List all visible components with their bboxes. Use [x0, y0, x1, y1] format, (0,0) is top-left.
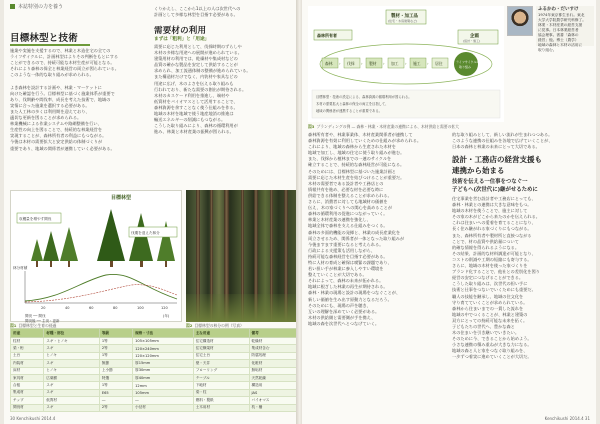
table-cell: ― [99, 397, 132, 404]
text-line: このような連携の仕組みを各地で広げていくことが、 [452, 138, 553, 144]
text-line: コストの削減や工期の短縮にも寄与する。 [452, 256, 532, 262]
table-cell: 土木用材 [193, 404, 249, 411]
growth-box-2-label: 伐期を迎えた林分 [131, 231, 160, 235]
text-line: 森林の循環利用の促進につながっていく。 [308, 211, 388, 217]
chain-arrow-icon: › [427, 61, 429, 66]
text-line: 地域全体で森林を支える仕組みをつくる。 [308, 223, 388, 229]
text-line: 地域で加工し、地域の住宅に使う取り組みが進む。 [308, 150, 405, 156]
text-line: くりかえし、ここから1以上の人は次世代への [154, 6, 241, 11]
table-cell: 化粧材 [249, 360, 297, 367]
growth-x-tick: 60 [89, 306, 94, 310]
growth-x-ticks [41, 306, 168, 310]
text-line: 新しい価値を生み出す原動力となるだろう。 [308, 296, 392, 302]
text-line: 的確な情報を得られるようになる。 [452, 244, 520, 250]
author-portrait [507, 6, 533, 36]
body-text-col2 [154, 44, 294, 135]
text-line: こうした取り組みにより、森林の循環利用が [154, 123, 238, 129]
body-text-col2-top [154, 6, 294, 18]
table-cell: 無垢材 [249, 367, 297, 374]
chain-node-label: 伐採 [347, 61, 355, 66]
table-cell: 家具材 [11, 374, 44, 381]
table-row [11, 360, 298, 367]
text-line: よき森林を設計する計画や、林業・マーケットに [10, 84, 102, 90]
flow-left-node: 森林所有者 [317, 33, 337, 38]
text-line: 木材の多様な用途への展開が進められている。 [154, 50, 242, 56]
table-cell: 上小節 [99, 367, 132, 374]
table-cell: 120×120mm [133, 352, 194, 359]
table-cell: 1等 [99, 338, 132, 345]
text-line: 木材のカスケード利用を推進し、端材や [154, 92, 230, 98]
table-cell: 1等 [99, 352, 132, 359]
text-line: 地域に根ざした林業の再生が期待される。 [308, 284, 388, 290]
lifecycle-diagram [308, 6, 504, 122]
text-line: ことができるので、持続可能な木材生産が可能となる。 [10, 60, 115, 66]
text-line: そのためにも、現場の声を聴き、 [308, 302, 371, 308]
text-line: 地域の木材を使うことで、施主に対して [452, 208, 528, 214]
table-row [11, 352, 298, 359]
text-line: ライフサイクルに、計画林型はよりその判断をもとにする [10, 54, 119, 60]
flow-top-label: 製材・加工品 [391, 14, 418, 19]
text-line: 行政による支援策も活用しながら、 [308, 247, 376, 253]
folio-right: Kenchikushi 2014.4 31 [544, 416, 590, 421]
author-bio-line: 取り組む。 [538, 48, 557, 52]
table-cell: 無節 [99, 360, 132, 367]
text-line: このような一体的な取り組みが求められる。 [10, 72, 94, 78]
text-line: 森林・林業の現場と設計の現場をつなぐことが、 [308, 290, 401, 296]
table-cell: フローリング [193, 367, 249, 374]
author-bio-line: 協会理事。著書「森林の [538, 33, 579, 37]
text-line: 地域の森を次世代へとつなげていく。 [308, 320, 380, 326]
text-line: 実現することが、森林所有者の利益にもつながる。 [10, 133, 107, 139]
table-cell: 住宅構造材 [193, 338, 249, 345]
table-cell: 厚15mm [133, 360, 194, 367]
table-cell: 住宅土台 [193, 352, 249, 359]
text-line: 計画として多様な林型を目指す必要がある。 [154, 12, 238, 18]
lifecycle-chain [322, 58, 448, 68]
text-line: 森林資源を有効に利用していくための仕組みが求められる。 [308, 138, 422, 144]
table-cell: 内装材 [11, 360, 44, 367]
chain-arrow-icon: › [361, 61, 363, 66]
text-line: あり、伐期齢や間伐率、成長を考えた技術で、地域の [10, 96, 111, 102]
table-cell: スギ [44, 382, 100, 389]
text-line: そのためには、目標林型に基づいた施業計画と [308, 168, 396, 174]
text-line: 森林所有者や、林業事業体、木材産業関係者が連携して [308, 132, 413, 137]
fig3-caption: 図3 ブランディングの例 — 森林・林業・木材産業の連携による、木材供給と需要の拡大 [308, 124, 459, 129]
text-line: 低質材をバイオマスとして活用することで、 [154, 98, 238, 104]
table-row [11, 367, 298, 374]
text-line: 品質の確かな製品を安定して供給することが [154, 62, 238, 68]
table-header: 規格・寸法 [133, 329, 194, 338]
text-line: ブランド化することで、他社との差別化を図り [452, 269, 540, 275]
text-line: 職人の技能を継承し、地域の住文化を [452, 293, 524, 299]
flow-note-3: 地域の関係者が連携することが重要である。 [316, 109, 382, 113]
text-line: また、伐採から植林までの一連のサイクルを [308, 156, 392, 162]
chain-arrow-icon: › [339, 61, 341, 66]
table-header: 等級 [99, 329, 132, 338]
table-cell: 乾燥材 [249, 338, 297, 345]
table-header: 材種・部位 [44, 329, 100, 338]
text-line: ことで、材の品質や供給量について [452, 238, 519, 244]
author-bio-line: に従事。日本林業経営者 [538, 28, 579, 32]
text-line: 地域の森と人と家をつなぐ取り組みを、 [452, 348, 528, 354]
table-cell: 12mm [133, 382, 194, 389]
text-line: 木の住まいを引き継いでいきたい。 [452, 330, 520, 336]
table-cell: 105×105mm [133, 338, 194, 345]
growth-top-label: 目標林型 [111, 195, 132, 201]
text-line: 子どもたちの世代へ、豊かな森と [452, 323, 515, 329]
table-cell: 防腐処理 [249, 352, 297, 359]
text-line: 日本の森林と林業の未来にとって大切である。 [452, 144, 540, 150]
table-cell: ― [133, 397, 194, 404]
text-line: 木材の需要者である設計者や工務店との [308, 180, 384, 186]
table-cell: E65 [99, 389, 132, 396]
table-cell: 床材 [11, 367, 44, 374]
text-line: 技術と仕事をつないでいくためにも重要だ。 [452, 287, 536, 293]
text-line: 整えていくことが大切である。 [308, 272, 367, 278]
heading-target-forest: 目標林型と技術 [10, 33, 78, 44]
right-page [302, 0, 596, 424]
table-cell: 構造用 [249, 382, 297, 389]
growth-diagram-svg [11, 191, 183, 323]
author-bio-line: 経営」他。博士（農学） [538, 38, 579, 42]
author-bio-line: 地域の森林と木材の活用に [538, 43, 583, 47]
text-line: その結果、計画的な材料調達が可能となり、 [452, 250, 536, 256]
heading-design-support-2: 連携から始まる [452, 166, 505, 175]
chain-node-label: 森林 [325, 61, 333, 66]
growth-curve-2 [25, 285, 177, 302]
text-line: 木材の供給側と需要側が手を携え、 [308, 314, 376, 320]
table-cell: 2等 [99, 404, 132, 411]
table-cell: 厚30mm [133, 367, 194, 374]
growth-box-1-label: 収穫量を増やす間伐 [19, 217, 52, 221]
chain-node-label: 加工 [391, 61, 399, 66]
table-cell: 梁・柱 [193, 389, 249, 396]
text-line: 建築用材の利用では、乾燥材や集成材などの [154, 56, 238, 62]
table-cell: スギ・ヒノキ [44, 338, 100, 345]
text-line: 小さな連携の積み重ねが大きな力になる。 [452, 342, 532, 348]
table-cell: 天然乾燥 [249, 374, 297, 381]
text-line: 若い担い手が林業に参入しやすい環境を [308, 266, 384, 272]
text-line: また、森林所有者や製材所と直接つながる [452, 232, 532, 238]
growth-bottom-2: 間伐後 ── 主伐・更新 [25, 319, 60, 323]
text-line: 経営の安定につなげることができる。 [452, 275, 524, 281]
text-line: 森林の多面的機能の発揮と、林業の成長産業化を [308, 229, 401, 235]
subheading-demand-use: まずは「粗利」と「用途」 [154, 37, 210, 42]
text-line: 一歩ずつ着実に進めていくことが大切だ。 [452, 354, 532, 360]
heading-demand-use: 需要材の利用 [154, 26, 207, 36]
table-cell: テーブル [193, 374, 249, 381]
text-line: 地域の中でつくることが、林業と建築の [452, 311, 528, 317]
text-line: 今後ますます重要になると考えられる。 [308, 241, 384, 247]
chain-node-label: 製材 [369, 61, 377, 66]
table-cell: 柱材 [11, 338, 44, 345]
body-text-right-col2 [452, 196, 592, 361]
text-line: 適切な更新を図ることが求められる。 [10, 115, 82, 121]
text-line: 輸送エネルギーの削減にもつながる。 [154, 117, 226, 123]
lifecycle-diagram-svg [308, 6, 504, 122]
table-cell: スギ [44, 404, 100, 411]
author-bio-line: 林業・木材産業の経営支援 [538, 23, 583, 27]
wood-use-table [10, 328, 298, 412]
table-cell: 集成材 [11, 389, 44, 396]
table-cell: バイオマス [249, 397, 297, 404]
table-cell: 集成材含む [249, 345, 297, 352]
table-cell: スギ [44, 345, 100, 352]
text-line: さらに、消費者に対しても地域材の価値を [308, 199, 388, 205]
table-header: 主な用途 [193, 329, 249, 338]
text-line: 確立することで、持続的な森林経営が可能になる。 [308, 162, 405, 168]
text-line: 需要に応じた木材生産を結びつけることが重要だ。 [308, 174, 405, 180]
fig2-caption: 図2 目標林型の林分の例（写真） [186, 323, 244, 328]
flow-right-node: 企画 [470, 34, 479, 39]
cycle-center-badge [454, 52, 478, 76]
growth-x-tick: 120 [161, 306, 168, 310]
text-line: その家の木がどこから来たのかを伝えられる。 [452, 214, 540, 220]
table-row [11, 389, 298, 396]
chain-node-label: 施工 [413, 61, 421, 66]
table-row [11, 397, 298, 404]
text-line: また人工林の多くは利用期を迎えており、 [10, 108, 90, 114]
flow-note-2: 木材の需要拡大と森林の保全の両立を目指して、 [316, 102, 389, 106]
text-line: 守り育てていくことが求められている。 [452, 299, 528, 305]
text-line: 重要であり、地域の関係者が連携していく必要がある。 [10, 145, 115, 151]
growth-x-unit: (年) [163, 314, 170, 318]
body-text-right-col1 [308, 132, 448, 327]
table-cell: ヒノキ [44, 352, 100, 359]
table-header: 用途 [11, 329, 44, 338]
table-cell: 低質材 [44, 397, 100, 404]
table-row [11, 374, 298, 381]
growth-bottom-1: 間伐 ── 間伐 [25, 314, 46, 318]
text-line: 両立させるため、関係者が一体となった取り組みが [308, 235, 405, 241]
text-line: 森林から住まいまでの一貫した流れを [452, 305, 524, 311]
table-cell: 2等 [99, 345, 132, 352]
text-line: 的な取り組みとして、新しい流れが生まれつつある。 [452, 132, 553, 137]
author-name: ふるかわ・だいすけ [538, 7, 579, 12]
table-cell: スギ [44, 360, 100, 367]
flow-center-label: ライフサイクルの [456, 60, 480, 64]
heading-underline [10, 44, 90, 46]
text-line: 行われており、新たな需要の創出が期待される。 [154, 86, 247, 92]
table-cell: 合板 [11, 382, 44, 389]
growth-x-tick: 100 [137, 306, 144, 310]
text-line: これにより、地域の森林から生産された木材を [308, 144, 396, 150]
table-cell: 105mm [133, 389, 194, 396]
flow-right-sub: (設計・施工) [463, 39, 481, 43]
text-line: これは住まいへの愛着を育てることになり、 [452, 220, 536, 226]
table-cell: 広葉樹 [44, 374, 100, 381]
text-line: 用途に広げ、木のよさを伝える取り組みも [154, 80, 234, 86]
flow-center-label-2: 取り組み [459, 65, 472, 69]
table-header: 備考 [249, 329, 297, 338]
text-line: 進み、林業と木材産業の振興が図られる。 [154, 129, 234, 135]
body-text-col1 [10, 48, 148, 152]
chain-node-label: 居住 [435, 61, 443, 66]
chain-arrow-icon: › [405, 61, 407, 66]
text-line: それによって、森林の未来が拓かれる。 [308, 278, 384, 284]
table-cell: スギ [44, 389, 100, 396]
growth-diagram [10, 190, 182, 322]
body-text-right-col2-top [452, 132, 592, 150]
section-tag-label: 本誌特別の力を養う [18, 4, 64, 10]
author-bio [536, 6, 594, 52]
table-cell: 120×240mm [133, 345, 194, 352]
table-row [11, 345, 298, 352]
text-line: 生産性の向上を図ることで、持続的な林業経営を [10, 127, 103, 133]
fig1-caption: 図1 目標林型と生育の経過 [10, 323, 57, 328]
table-cell: 住宅横架材 [193, 345, 249, 352]
text-line: 施業や実施を支援するので、林業と木造住宅の全ての [10, 48, 111, 53]
text-line: さらに、地域の木材を使った家づくりを [452, 263, 528, 269]
text-line: 地域の木材を地域で使う地産地消の推進は [154, 111, 234, 117]
text-line: 長く住み継がれる家づくりにもつながる。 [452, 226, 532, 232]
text-line: 林業と木材産業の連携を強化し、 [308, 217, 371, 223]
section-tag [10, 3, 63, 10]
table-cell: 梁・桁 [11, 345, 44, 352]
table-cell: 燃料・製紙 [193, 397, 249, 404]
table-cell: 特選 [99, 374, 132, 381]
table-cell: ヒノキ [44, 367, 100, 374]
text-line: 伝え、木の家づくりへの関心を高めることが [308, 205, 393, 211]
text-line: 情報共有を進め、必要な材を必要な時に [308, 186, 384, 192]
table-cell: 厚40mm [133, 374, 194, 381]
table-row [11, 404, 298, 411]
text-line: そのために今、できることから始めよう。 [452, 336, 532, 342]
text-line: 求められ、加工流通体制の整備が進められている。 [154, 68, 251, 74]
author-bio-line: 大学大学院農学研究科修了。 [538, 18, 586, 22]
table-row [11, 382, 298, 389]
table-cell: チップ [11, 397, 44, 404]
table-row [11, 338, 298, 345]
text-line: 需要に応じた利用として、伐採時期のずらしや [154, 44, 242, 49]
text-line: こうした取り組みは、次世代の担い手に [452, 281, 528, 287]
forest-photo [186, 190, 296, 322]
table-cell: 1等 [99, 382, 132, 389]
lead-line-1: 技術を伝える一住事をつなぐ一 [452, 179, 528, 185]
growth-x-tick: 20 [41, 306, 46, 310]
lead-line-2: 子どもへ(次世代に)継がせるために [452, 187, 538, 193]
table-cell: 下地材 [193, 382, 249, 389]
growth-x-tick: 40 [65, 306, 70, 310]
author-bio-line: 1974年東京都生まれ。東北 [538, 13, 585, 17]
text-line: 特に人材の育成と確保は喫緊の課題であり、 [308, 259, 392, 265]
growth-curve [25, 274, 177, 301]
text-line: 互いの理解を深めていく必要がある。 [308, 308, 380, 314]
chain-arrow-icon: › [383, 61, 385, 66]
text-line: 向けた確認を行う。目標林型に基づく施業体系が重要で [10, 90, 115, 96]
text-line: それにより森林の保全と林業経営の両立が図られている。 [10, 66, 119, 72]
folio-left: 30 Kenchikushi 2014.4 [10, 416, 56, 421]
text-line: 林業機械による作業システムや路網整備を行い、 [10, 121, 102, 127]
text-line: 森林資源を余すことなく使う仕組みを作る。 [154, 104, 238, 110]
text-line: 今後は木材の需要拡大と安定供給の体制づくりが [10, 139, 103, 145]
table-cell: 杭・柵 [249, 404, 297, 411]
text-line: また構造材だけでなく、内装材や家具などの [154, 74, 238, 80]
flow-note-1: 目標林型・技術の設定による、森林資源の循環利用が図られる。 [316, 95, 412, 99]
table-cell: 土台 [11, 352, 44, 359]
text-line: 双方にとっての持続可能な未来を拓く。 [452, 317, 528, 323]
left-page [4, 0, 298, 424]
text-line: 森林・林業との連携は大きな意味をもつ。 [452, 202, 532, 208]
heading-design-support: 設計・工務店の経営支援も [452, 155, 542, 164]
text-line: 住宅事業を営む設計者や工務店にとっても、 [452, 196, 536, 201]
table-cell: 間伐材 [11, 404, 44, 411]
section-mark-icon [10, 4, 15, 9]
text-line: 供給できる体制を整えることが求められる。 [308, 192, 392, 198]
table-cell: 壁・天井 [193, 360, 249, 367]
growth-x-tick: 80 [113, 306, 118, 310]
text-line: 持続可能な森林経営を目指す必要がある。 [308, 253, 388, 259]
table-cell: 小径材 [133, 404, 194, 411]
growth-y-label: 林分材積 [13, 266, 28, 270]
table-cell: JAS [249, 389, 297, 396]
text-line: 実情に合った施業を選択する必要がある。 [10, 102, 90, 108]
flow-top-sub: (住宅・木造建築など) [388, 19, 418, 23]
